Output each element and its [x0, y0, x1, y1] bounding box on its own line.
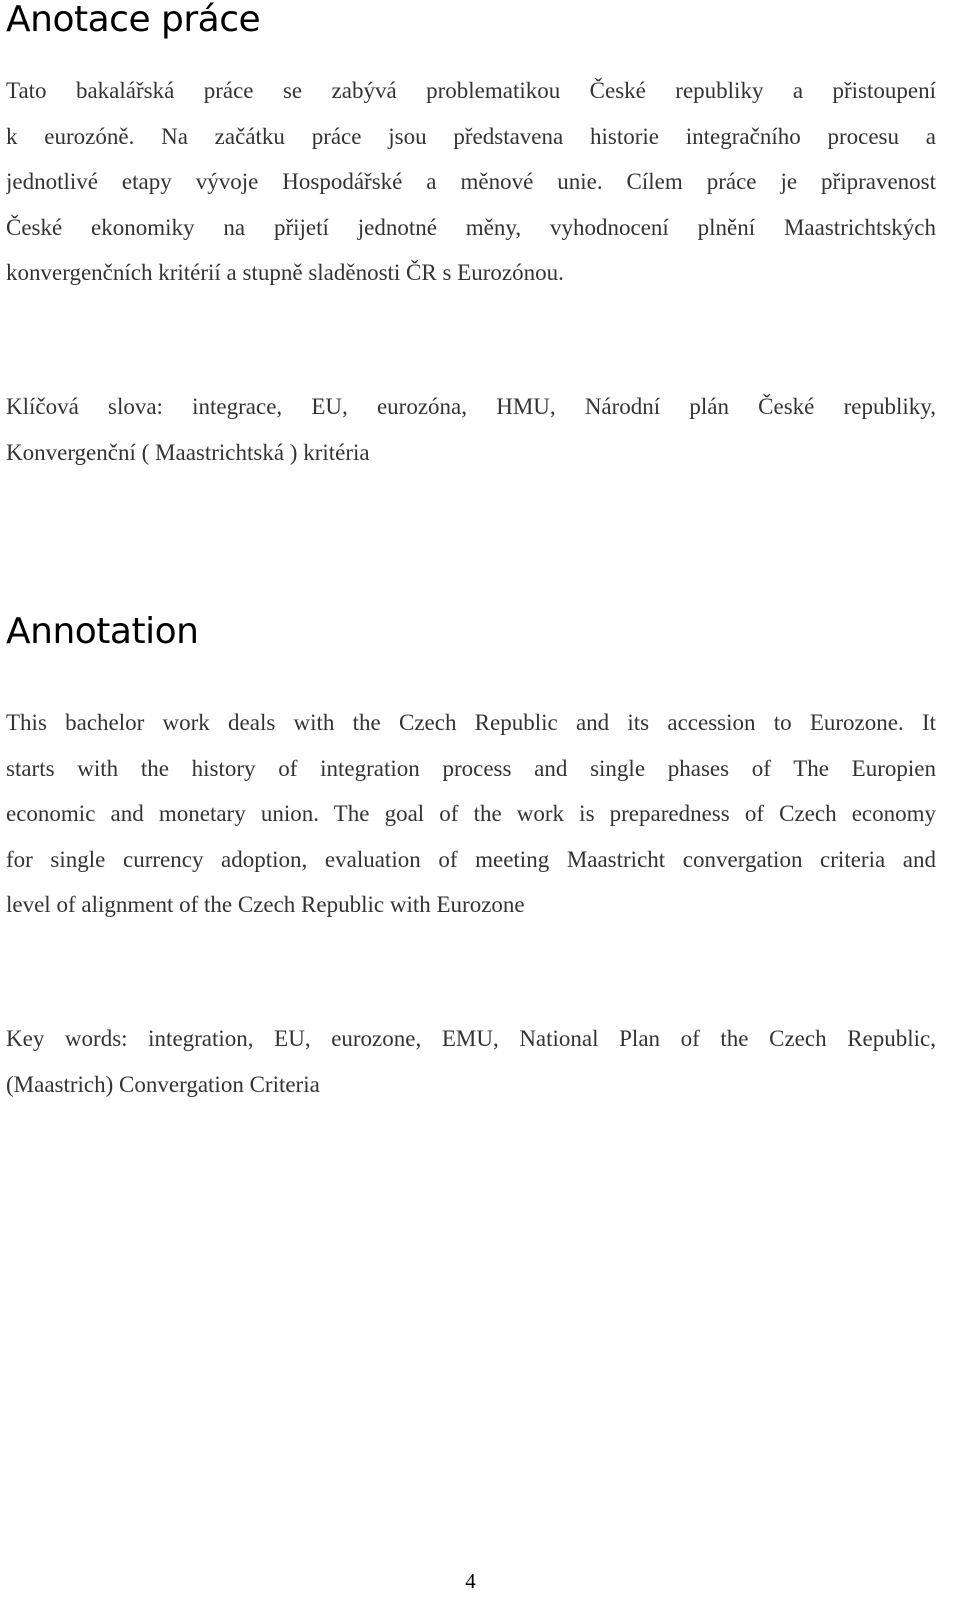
- annotation-cz-line: České ekonomiky na přijetí jednotné měny, vyhodnocení plnění Maastrichtských: [6, 214, 936, 240]
- annotation-cz-paragraph: [6, 68, 936, 296]
- keywords-cz-paragraph: [6, 384, 936, 475]
- keywords-cz-line: Klíčová slova: integrace, EU, eurozóna, HMU, Národní plán České republiky,: [6, 394, 936, 419]
- annotation-en-line: starts with the history of integration process and single phases of The Europien: [6, 755, 936, 781]
- annotation-en-paragraph: [6, 700, 936, 928]
- annotation-en-line: level of alignment of the Czech Republic with Eurozone: [6, 892, 525, 917]
- annotation-cz-heading: Anotace práce: [6, 0, 261, 40]
- annotation-cz-line: jednotlivé etapy vývoje Hospodářské a měnové unie. Cílem práce je připravenost: [6, 169, 936, 194]
- keywords-en-line: Key words: integration, EU, eurozone, EMU, National Plan of the Czech Republic,: [6, 1026, 936, 1051]
- annotation-cz-line: k eurozóně. Na začátku práce jsou představena historie integračního procesu a: [6, 123, 936, 149]
- annotation-en-line: This bachelor work deals with the Czech Republic and its accession to Eurozone. It: [6, 710, 936, 735]
- annotation-en-line: for single currency adoption, evaluation of meeting Maastricht convergation criteria and: [6, 846, 936, 872]
- annotation-cz-line: konvergenčních kritérií a stupně sladěnosti ČR s Eurozónou.: [6, 260, 564, 285]
- keywords-en-line: (Maastrich) Convergation Criteria: [6, 1071, 320, 1097]
- page-number: 4: [465, 1569, 476, 1593]
- annotation-cz-line: Tato bakalářská práce se zabývá problematikou České republiky a přistoupení: [6, 78, 936, 103]
- keywords-cz-line: Konvergenční ( Maastrichtská ) kritéria: [6, 439, 370, 465]
- annotation-en-heading: Annotation: [6, 611, 199, 652]
- annotation-en-line: economic and monetary union. The goal of the work is preparedness of Czech economy: [6, 801, 936, 826]
- keywords-en-paragraph: [6, 1016, 936, 1107]
